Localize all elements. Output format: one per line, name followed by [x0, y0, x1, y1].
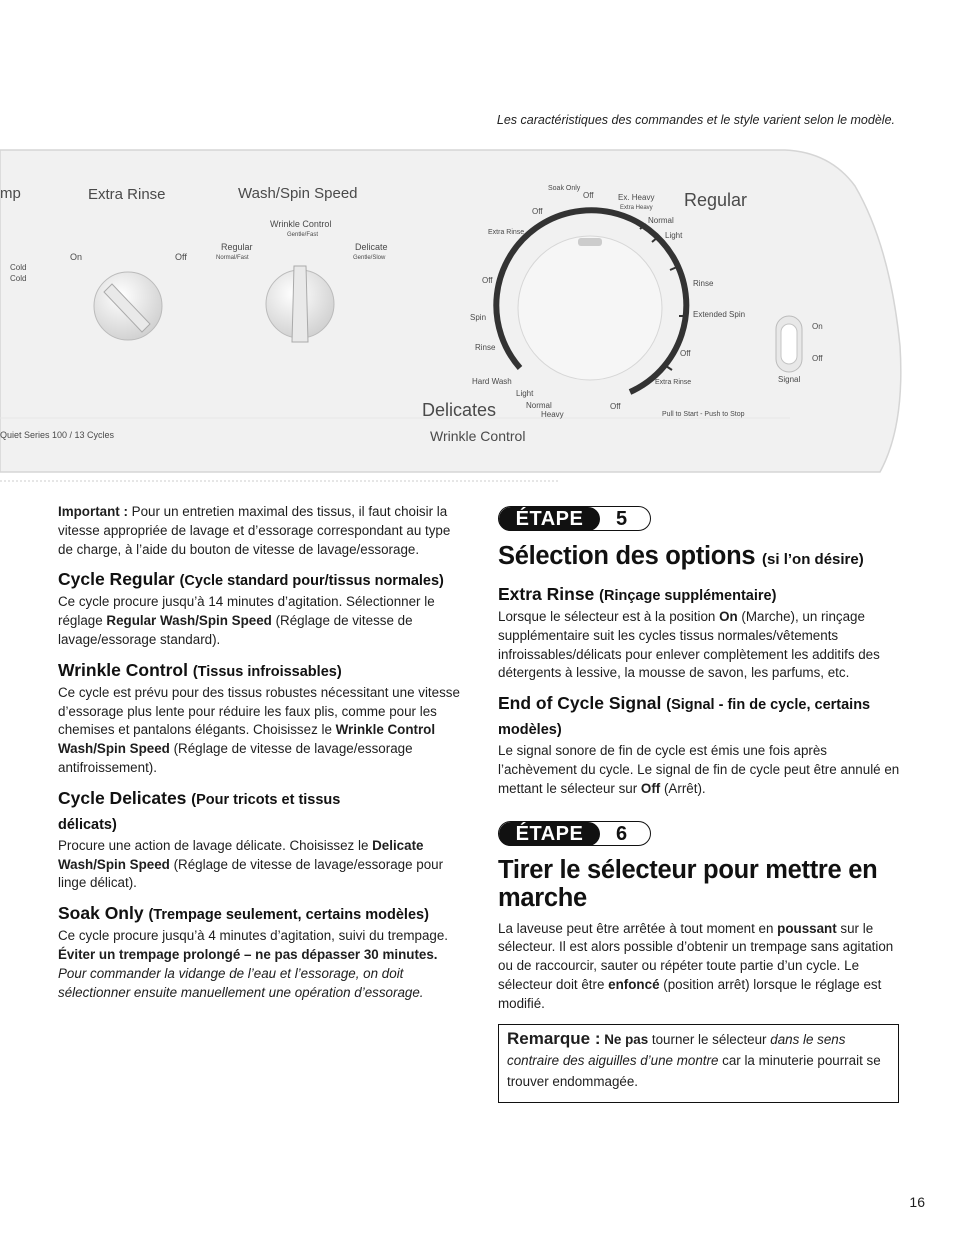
signal-subtitle: (Signal - fin de cycle, certains modèles) — [498, 697, 871, 739]
signal-label: Signal — [778, 375, 801, 384]
extra-rinse-title: Extra Rinse — [88, 186, 166, 203]
delicate-sub: Gentle/Slow — [353, 255, 386, 261]
wrinkle-control-heading — [58, 659, 463, 684]
cycle-regular-title: Cycle Regular — [58, 569, 175, 590]
series-label: Quiet Series 100 / 13 Cycles — [0, 430, 115, 440]
rinse-right: Rinse — [693, 279, 714, 288]
rinse-left: Rinse — [475, 343, 496, 352]
wrinkle-control-option: Wrinkle Control — [270, 219, 332, 229]
signal-on: On — [812, 322, 823, 331]
extra-rinse-knob[interactable] — [94, 272, 162, 340]
wrinkle-control-subtitle: (Tissus infroissables) — [192, 663, 342, 680]
normal-bottom: Normal — [526, 401, 552, 410]
extra-rinse-heading — [498, 583, 903, 608]
step-6-number: 6 — [616, 822, 628, 845]
important-text: Pour un entretien maximal des tissus, il faut choisir la vitesse appropriée de lavage et d’essorage correspondant au type de charge, à l’aide du bouton de vitesse de lavage/essorage. — [58, 504, 451, 557]
step-6-badge — [498, 821, 652, 848]
cycle-delicates-title: Cycle Delicates — [58, 787, 187, 808]
soak-only-text: Ce cycle procure jusqu’à 4 minutes d’agitation, suivi du trempage. Éviter un trempage prolongé – ne pas dépasser 30 minutes. Pour commander la vidange de l’eau et l’essorage, on doit sélectionner ensuite manuellement une opération d’essorage. — [58, 928, 449, 1000]
pull-push-instruction: Pull to Start - Push to Stop — [662, 411, 745, 418]
wrinkle-control-panel-label: Wrinkle Control — [430, 428, 526, 444]
cycle-regular-text: Ce cycle procure jusqu’à 14 minutes d’agitation. Sélectionner le réglage Regular Wash/Spin Speed (Réglage de vitesse de lavage/essorage standard). — [58, 594, 435, 647]
step-6-text: La laveuse peut être arrêtée à tout moment en poussant sur le sélecteur. Il est alors possible d’obtenir un trempage sans agitation ou de raccourcir, sauter ou répéter toute partie d’un cycle. Le sélecteur doit être enfoncé (position arrêt) lorsque le réglage est modifié. — [498, 920, 894, 1011]
off-bottom: Off — [610, 402, 621, 411]
page-number: 16 — [909, 1194, 925, 1210]
heavy-bottom: Heavy — [541, 410, 564, 419]
off-top: Off — [583, 191, 594, 200]
left-column — [58, 503, 463, 1002]
soak-only-subtitle: (Trempage seulement, certains modèles) — [148, 907, 429, 924]
temp-cold-1: Cold — [10, 263, 27, 272]
normal-right: Normal — [648, 216, 674, 225]
wash-spin-title: Wash/Spin Speed — [238, 185, 358, 202]
remark-label: Remarque : — [507, 1028, 601, 1048]
signal-off: Off — [812, 354, 823, 363]
ex-heavy-sub: Extra Heavy — [620, 205, 653, 211]
important-paragraph — [58, 503, 463, 559]
extra-rinse-off: Off — [175, 252, 187, 262]
cycle-delicates-heading — [58, 787, 358, 837]
soak-only-label: Soak Only — [548, 185, 581, 192]
regular-sub: Normal/Fast — [216, 255, 249, 261]
delicates-panel-label: Delicates — [422, 400, 497, 420]
wrinkle-control-title: Wrinkle Control — [58, 659, 188, 680]
regular-option: Regular — [221, 242, 253, 252]
off-right: Off — [680, 349, 691, 358]
step-5-subtitle: (si l’on désire) — [762, 551, 864, 568]
model-disclaimer: Les caractéristiques des commandes et le style varient selon le modèle. — [496, 113, 895, 127]
temp-label: mp — [0, 185, 21, 202]
important-label: Important : — [58, 504, 128, 519]
cycle-regular-heading — [58, 568, 463, 593]
cycle-delicates-text: Procure une action de lavage délicate. Choisissez le Delicate Wash/Spin Speed (Réglage de vitesse de lavage/essorage pour linge délicat). — [58, 837, 444, 891]
extra-rinse-small: Extra Rinse — [488, 229, 525, 236]
control-panel-illustration — [0, 146, 910, 486]
cycle-regular-subtitle: (Cycle standard pour/tissus normales) — [179, 573, 444, 590]
wrinkle-control-text: Ce cycle est prévu pour des tissus robustes nécessitant une vitesse d’essorage plus lente pour réduire les faux plis, comme pour les chemises et pantalons élégants. Choisissez le Wrinkle Control Wash/Spin Speed (Réglage de vitesse de lavage/essorage antifroissement). — [58, 684, 460, 775]
extra-rinse-right: Extra Rinse — [655, 379, 692, 386]
right-column — [498, 506, 903, 1103]
extra-rinse-text: Lorsque le sélecteur est à la position On (Marche), un rinçage supplémentaire suit les cycles tissus normales/vêtements infroissables/délicats pour enlever complètement les additifs des détergents à lessive, la mousse de savon, les parfums, etc. — [498, 609, 880, 681]
off-left-top: Off — [532, 207, 543, 216]
off-left: Off — [482, 276, 493, 285]
step-5-heading — [498, 542, 903, 574]
extra-rinse-on: On — [70, 252, 83, 262]
light-right: Light — [665, 231, 683, 240]
step-6-title: Tirer le sélecteur pour mettre en marche — [498, 855, 878, 912]
signal-heading — [498, 692, 903, 742]
extra-rinse-subtitle: (Rinçage supplémentaire) — [599, 588, 777, 604]
temp-cold-2: Cold — [10, 274, 27, 283]
wrinkle-sub: Gentle/Fast — [287, 232, 319, 238]
step-5-badge — [498, 506, 652, 533]
extended-spin: Extended Spin — [693, 310, 746, 319]
ex-heavy: Ex. Heavy — [618, 193, 655, 202]
remark-box: Remarque : Ne pas tourner le sélecteur dans le sens contraire des aiguilles d’une montre car la minuterie pourrait se trouver endommagée. — [498, 1024, 899, 1103]
extra-rinse-title: Extra Rinse — [498, 584, 595, 604]
cycle-delicates-subtitle: (Pour tricots et tissus délicats) — [58, 791, 341, 833]
step-6-label: ÉTAPE — [499, 822, 600, 846]
step-5-label: ÉTAPE — [499, 507, 600, 531]
hard-wash: Hard Wash — [472, 377, 512, 386]
signal-switch[interactable] — [776, 316, 802, 372]
cycle-regular-label: Regular — [684, 190, 748, 210]
delicate-option: Delicate — [355, 242, 388, 252]
soak-only-heading — [58, 902, 463, 927]
signal-title: End of Cycle Signal — [498, 693, 662, 714]
spin-label: Spin — [470, 313, 487, 322]
soak-only-title: Soak Only — [58, 903, 144, 924]
signal-text: Le signal sonore de fin de cycle est émis une fois après l’achèvement du cycle. Le signal de fin de cycle peut être annulé en mettant le sélecteur sur Off (Arrêt). — [498, 743, 900, 796]
light-bottom: Light — [516, 389, 534, 398]
step-5-number: 5 — [616, 508, 628, 530]
step-5-title: Sélection des options — [498, 542, 756, 570]
